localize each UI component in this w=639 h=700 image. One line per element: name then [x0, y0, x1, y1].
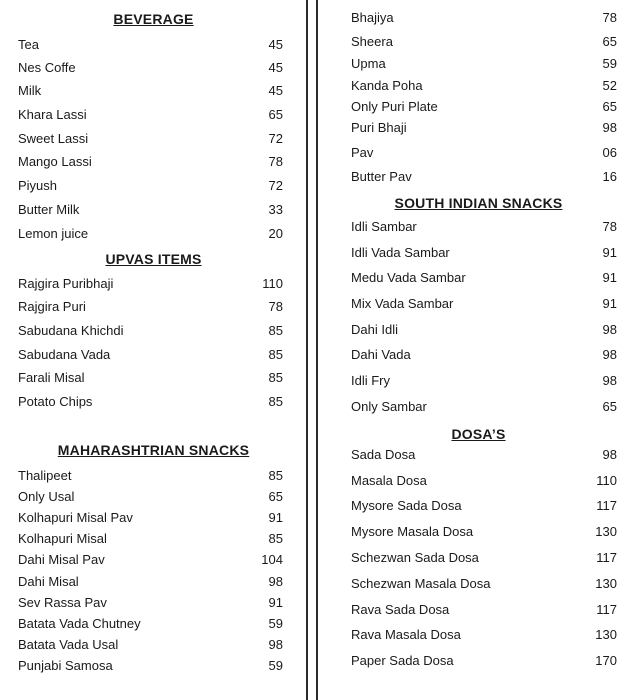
item-name: Punjabi Samosa [18, 658, 113, 673]
menu-item [318, 294, 639, 314]
menu-item [0, 572, 307, 592]
menu-item [0, 224, 307, 244]
menu-item [0, 274, 307, 294]
item-price: 98 [602, 347, 617, 362]
item-name: Schezwan Masala Dosa [351, 576, 491, 591]
item-name: Milk [18, 83, 42, 98]
menu-column-right [318, 0, 639, 700]
item-name: Potato Chips [18, 394, 93, 409]
item-price: 98 [268, 637, 283, 652]
item-price: 65 [602, 99, 617, 114]
item-price: 85 [268, 347, 283, 362]
menu-item [0, 81, 307, 101]
item-price: 59 [602, 56, 617, 71]
item-name: Idli Fry [351, 373, 390, 388]
item-price: 45 [268, 37, 283, 52]
menu-item [318, 97, 639, 117]
menu-item [318, 167, 639, 187]
item-price: 85 [268, 323, 283, 338]
menu-item [0, 176, 307, 196]
item-price: 72 [268, 178, 283, 193]
menu-item [318, 345, 639, 365]
item-name: Rajgira Puribhaji [18, 276, 114, 291]
item-price: 45 [268, 83, 283, 98]
item-name: Sada Dosa [351, 447, 416, 462]
item-price: 98 [602, 373, 617, 388]
item-name: Sabudana Khichdi [18, 323, 124, 338]
item-name: Only Puri Plate [351, 99, 438, 114]
menu-item [0, 200, 307, 220]
item-name: Idli Vada Sambar [351, 245, 450, 260]
item-name: Dahi Idli [351, 322, 398, 337]
menu-item [318, 320, 639, 340]
item-name: Piyush [18, 178, 58, 193]
item-name: Masala Dosa [351, 473, 427, 488]
menu-item [318, 268, 639, 288]
item-name: Only Sambar [351, 399, 427, 414]
menu-item [318, 8, 639, 28]
item-price: 91 [602, 245, 617, 260]
item-name: Butter Milk [18, 202, 80, 217]
item-price: 117 [596, 602, 617, 617]
item-price: 91 [268, 595, 283, 610]
menu-item [0, 529, 307, 549]
item-price: 130 [595, 627, 617, 642]
menu-item [318, 76, 639, 96]
menu-item [318, 397, 639, 417]
menu-item [318, 243, 639, 263]
item-name: Kolhapuri Misal [18, 531, 107, 546]
menu-item [318, 548, 639, 568]
menu-item [318, 445, 639, 465]
menu-item [318, 651, 639, 671]
menu-item [0, 550, 307, 570]
menu-item [318, 54, 639, 74]
item-price: 72 [268, 131, 283, 146]
menu-item [0, 129, 307, 149]
item-price: 33 [268, 202, 283, 217]
menu-item [0, 297, 307, 317]
item-price: 06 [602, 145, 617, 160]
item-name: Sweet Lassi [18, 131, 89, 146]
menu-item [318, 32, 639, 52]
item-name: Schezwan Sada Dosa [351, 550, 479, 565]
menu-item [0, 58, 307, 78]
section-heading-beverage: BEVERAGE [113, 11, 194, 27]
section-heading-upvas-items: UPVAS ITEMS [105, 251, 202, 267]
item-name: Pav [351, 145, 374, 160]
item-price: 110 [596, 473, 617, 488]
menu-item [318, 522, 639, 542]
item-price: 91 [602, 270, 617, 285]
section-heading-dosas: DOSA’S [451, 426, 506, 442]
item-price: 65 [602, 34, 617, 49]
item-name: Batata Vada Chutney [18, 616, 141, 631]
item-price: 98 [602, 322, 617, 337]
item-price: 85 [268, 394, 283, 409]
item-name: Lemon juice [18, 226, 89, 241]
item-name: Paper Sada Dosa [351, 653, 454, 668]
item-price: 59 [268, 658, 283, 673]
menu-item [318, 600, 639, 620]
menu-item [0, 487, 307, 507]
item-price: 59 [268, 616, 283, 631]
item-price: 130 [595, 524, 617, 539]
menu-column-left [0, 0, 307, 700]
item-name: Sabudana Vada [18, 347, 111, 362]
item-name: Rava Sada Dosa [351, 602, 450, 617]
menu-item [0, 656, 307, 676]
item-price: 98 [602, 447, 617, 462]
item-price: 20 [268, 226, 283, 241]
item-price: 130 [595, 576, 617, 591]
item-price: 78 [602, 10, 617, 25]
item-name: Thalipeet [18, 468, 72, 483]
item-name: Butter Pav [351, 169, 412, 184]
section-heading-south-indian-snacks: SOUTH INDIAN SNACKS [394, 195, 563, 211]
item-name: Puri Bhaji [351, 120, 407, 135]
item-name: Farali Misal [18, 370, 85, 385]
item-price: 65 [602, 399, 617, 414]
item-price: 117 [596, 498, 617, 513]
item-price: 78 [602, 219, 617, 234]
item-price: 85 [268, 370, 283, 385]
item-name: Upma [351, 56, 386, 71]
item-price: 85 [268, 531, 283, 546]
item-price: 78 [268, 299, 283, 314]
menu-item [0, 614, 307, 634]
item-name: Tea [18, 37, 39, 52]
item-name: Mix Vada Sambar [351, 296, 454, 311]
menu-item [318, 217, 639, 237]
item-price: 65 [268, 489, 283, 504]
item-price: 170 [595, 653, 617, 668]
item-price: 98 [268, 574, 283, 589]
menu-item [0, 35, 307, 55]
item-price: 45 [268, 60, 283, 75]
item-name: Medu Vada Sambar [351, 270, 466, 285]
item-price: 117 [596, 550, 617, 565]
menu-item [0, 635, 307, 655]
item-name: Mysore Sada Dosa [351, 498, 462, 513]
item-name: Bhajiya [351, 10, 394, 25]
menu-item [0, 105, 307, 125]
item-name: Only Usal [18, 489, 75, 504]
menu-item [318, 118, 639, 138]
menu-item [318, 496, 639, 516]
item-price: 91 [268, 510, 283, 525]
menu-item [318, 574, 639, 594]
item-name: Batata Vada Usal [18, 637, 119, 652]
item-name: Kolhapuri Misal Pav [18, 510, 133, 525]
item-name: Mysore Masala Dosa [351, 524, 474, 539]
item-price: 110 [262, 276, 283, 291]
item-price: 65 [268, 107, 283, 122]
item-name: Dahi Misal [18, 574, 79, 589]
item-name: Sheera [351, 34, 393, 49]
item-price: 78 [268, 154, 283, 169]
menu-item [0, 345, 307, 365]
item-price: 52 [602, 78, 617, 93]
menu-item [318, 371, 639, 391]
menu-item [0, 392, 307, 412]
item-name: Rava Masala Dosa [351, 627, 461, 642]
item-name: Nes Coffe [18, 60, 76, 75]
menu-item [318, 143, 639, 163]
item-name: Kanda Poha [351, 78, 423, 93]
item-price: 104 [261, 552, 283, 567]
menu-item [318, 471, 639, 491]
item-name: Mango Lassi [18, 154, 92, 169]
item-price: 16 [602, 169, 617, 184]
menu-item [318, 625, 639, 645]
menu-item [0, 508, 307, 528]
item-name: Dahi Vada [351, 347, 411, 362]
menu-item [0, 152, 307, 172]
item-price: 98 [602, 120, 617, 135]
menu-item [0, 368, 307, 388]
menu-item [0, 466, 307, 486]
item-name: Idli Sambar [351, 219, 417, 234]
item-price: 85 [268, 468, 283, 483]
item-name: Sev Rassa Pav [18, 595, 107, 610]
item-price: 91 [602, 296, 617, 311]
item-name: Dahi Misal Pav [18, 552, 105, 567]
menu-item [0, 593, 307, 613]
section-heading-maharashtrian-snacks: MAHARASHTRIAN SNACKS [57, 442, 250, 458]
item-name: Rajgira Puri [18, 299, 86, 314]
menu-item [0, 321, 307, 341]
item-name: Khara Lassi [18, 107, 87, 122]
